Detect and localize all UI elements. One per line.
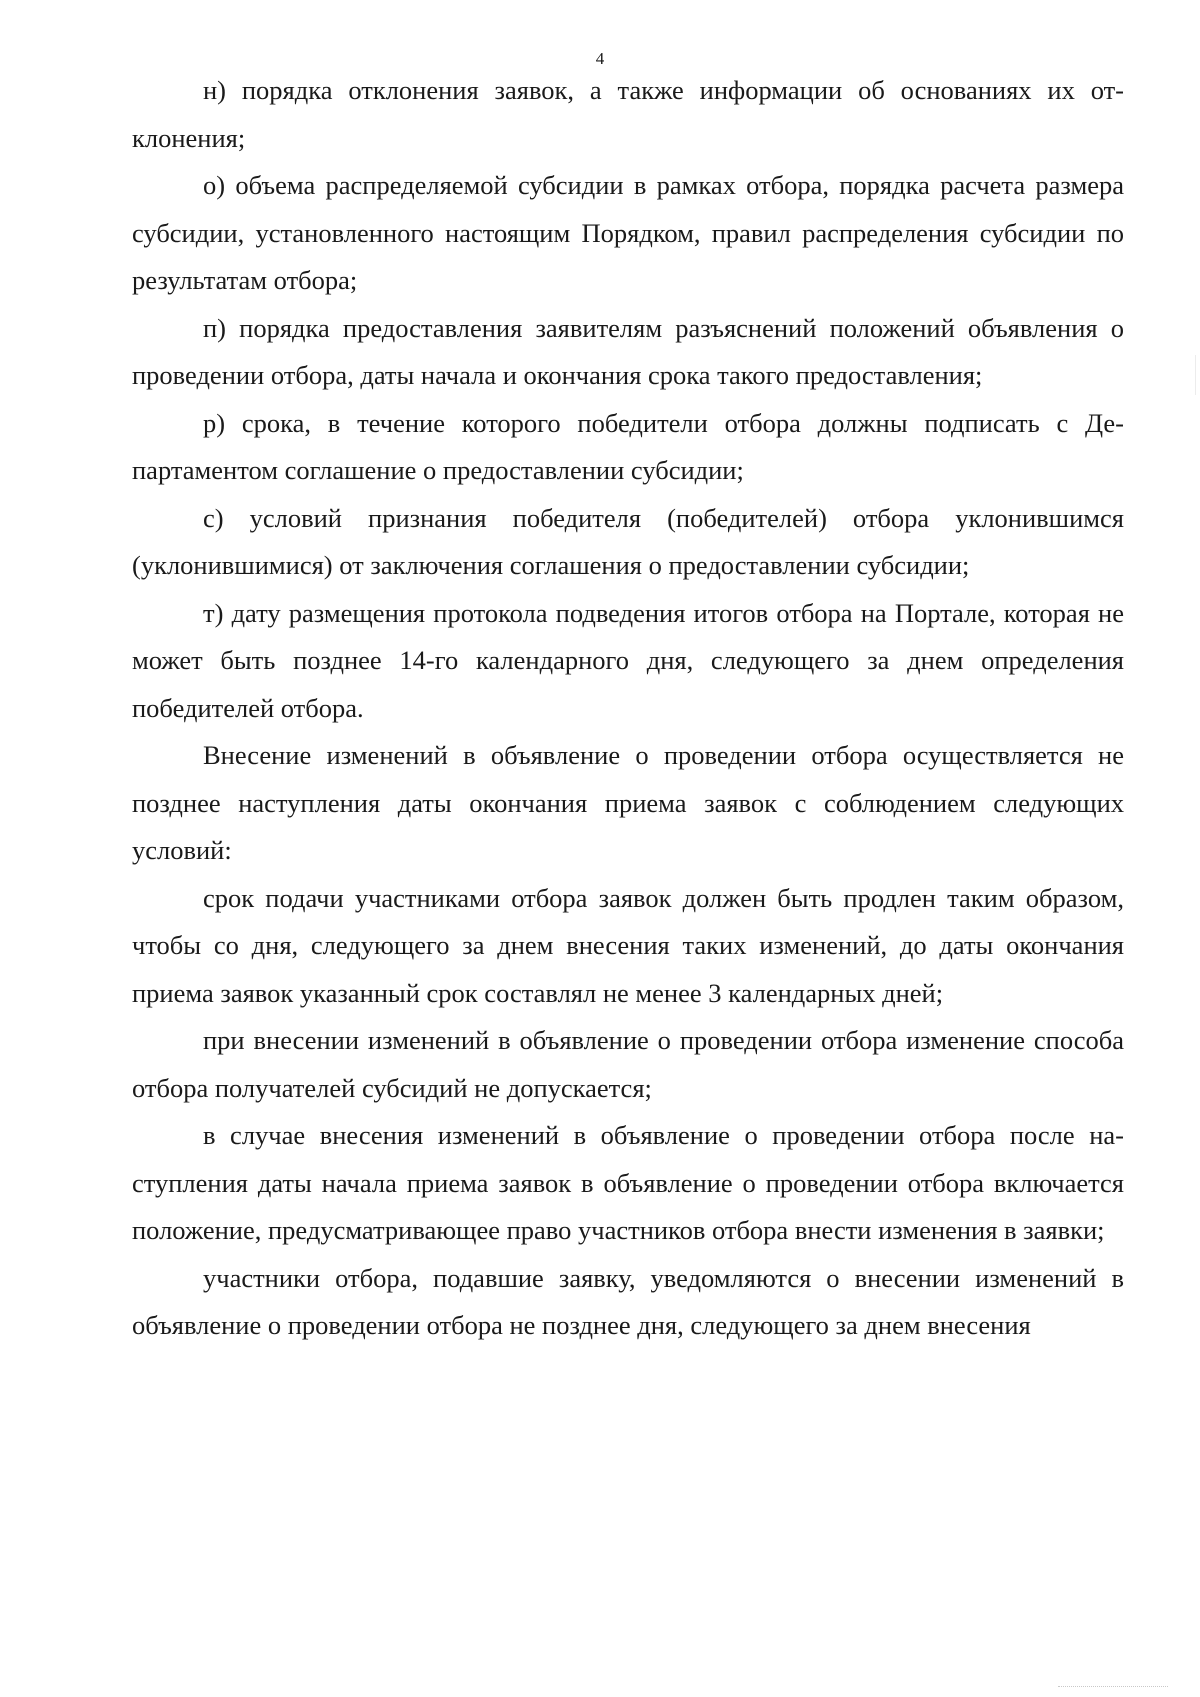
paragraph-condition-method: при внесении изменений в объявление о проведении отбора изменение способа отбора получателей субсидий не допускается; bbox=[132, 1025, 1124, 1103]
paragraph-condition-notification: участники отбора, подавшие заявку, уведомляются о внесении изменений в объявление о проведении отбора не позднее дня, следующего за днем внесения bbox=[132, 1262, 1124, 1340]
document-body bbox=[132, 67, 1124, 1350]
page-number: 4 bbox=[595, 49, 605, 68]
paragraph-item-r: р) срока, в течение которого победители отбора должны подписать с Департаментом соглашение о предоставлении субсидии; bbox=[132, 407, 1124, 485]
paragraph-item-t: т) дату размещения протокола подведения итогов отбора на Портале, которая не может быть позднее 14-го календарного дня, следующего за днем определения победителей отбора. bbox=[132, 597, 1124, 723]
scan-edge-mark bbox=[1195, 355, 1196, 395]
paragraph-item-s: с) условий признания победителя (победителей) отбора уклонившимся (уклонившимися) от заключения соглашения о предоставлении субсидии; bbox=[132, 502, 1124, 580]
paragraph-condition-deadline: срок подачи участниками отбора заявок должен быть продлен таким образом, чтобы со дня, следующего за днем внесения таких изменений, до даты окончания приема заявок указанный срок составлял не менее 3 календарных дней; bbox=[132, 882, 1124, 1008]
scan-bottom-mark bbox=[1058, 1686, 1168, 1691]
paragraph-condition-changes: в случае внесения изменений в объявление о проведении отбора после наступления даты начала приема заявок в объявление о проведении отбора включается положение, предусматривающее право участников отбора внести изменения в заявки; bbox=[132, 1120, 1124, 1245]
paragraph-item-n: н) порядка отклонения заявок, а также информации об основаниях их отклонения; bbox=[132, 75, 1124, 153]
paragraph-item-p: п) порядка предоставления заявителям разъяснений положений объявления о проведении отбора, даты начала и окончания срока такого предоставления; bbox=[132, 312, 1124, 390]
paragraph-item-o: о) объема распределяемой субсидии в рамках отбора, порядка расчета размера субсидии, установленного настоящим Порядком, правил распределения субсидии по результатам отбора; bbox=[132, 170, 1124, 295]
paragraph-amendments-intro: Внесение изменений в объявление о проведении отбора осуществляется не позднее наступления даты окончания приема заявок с соблюдением следующих условий: bbox=[132, 740, 1124, 865]
